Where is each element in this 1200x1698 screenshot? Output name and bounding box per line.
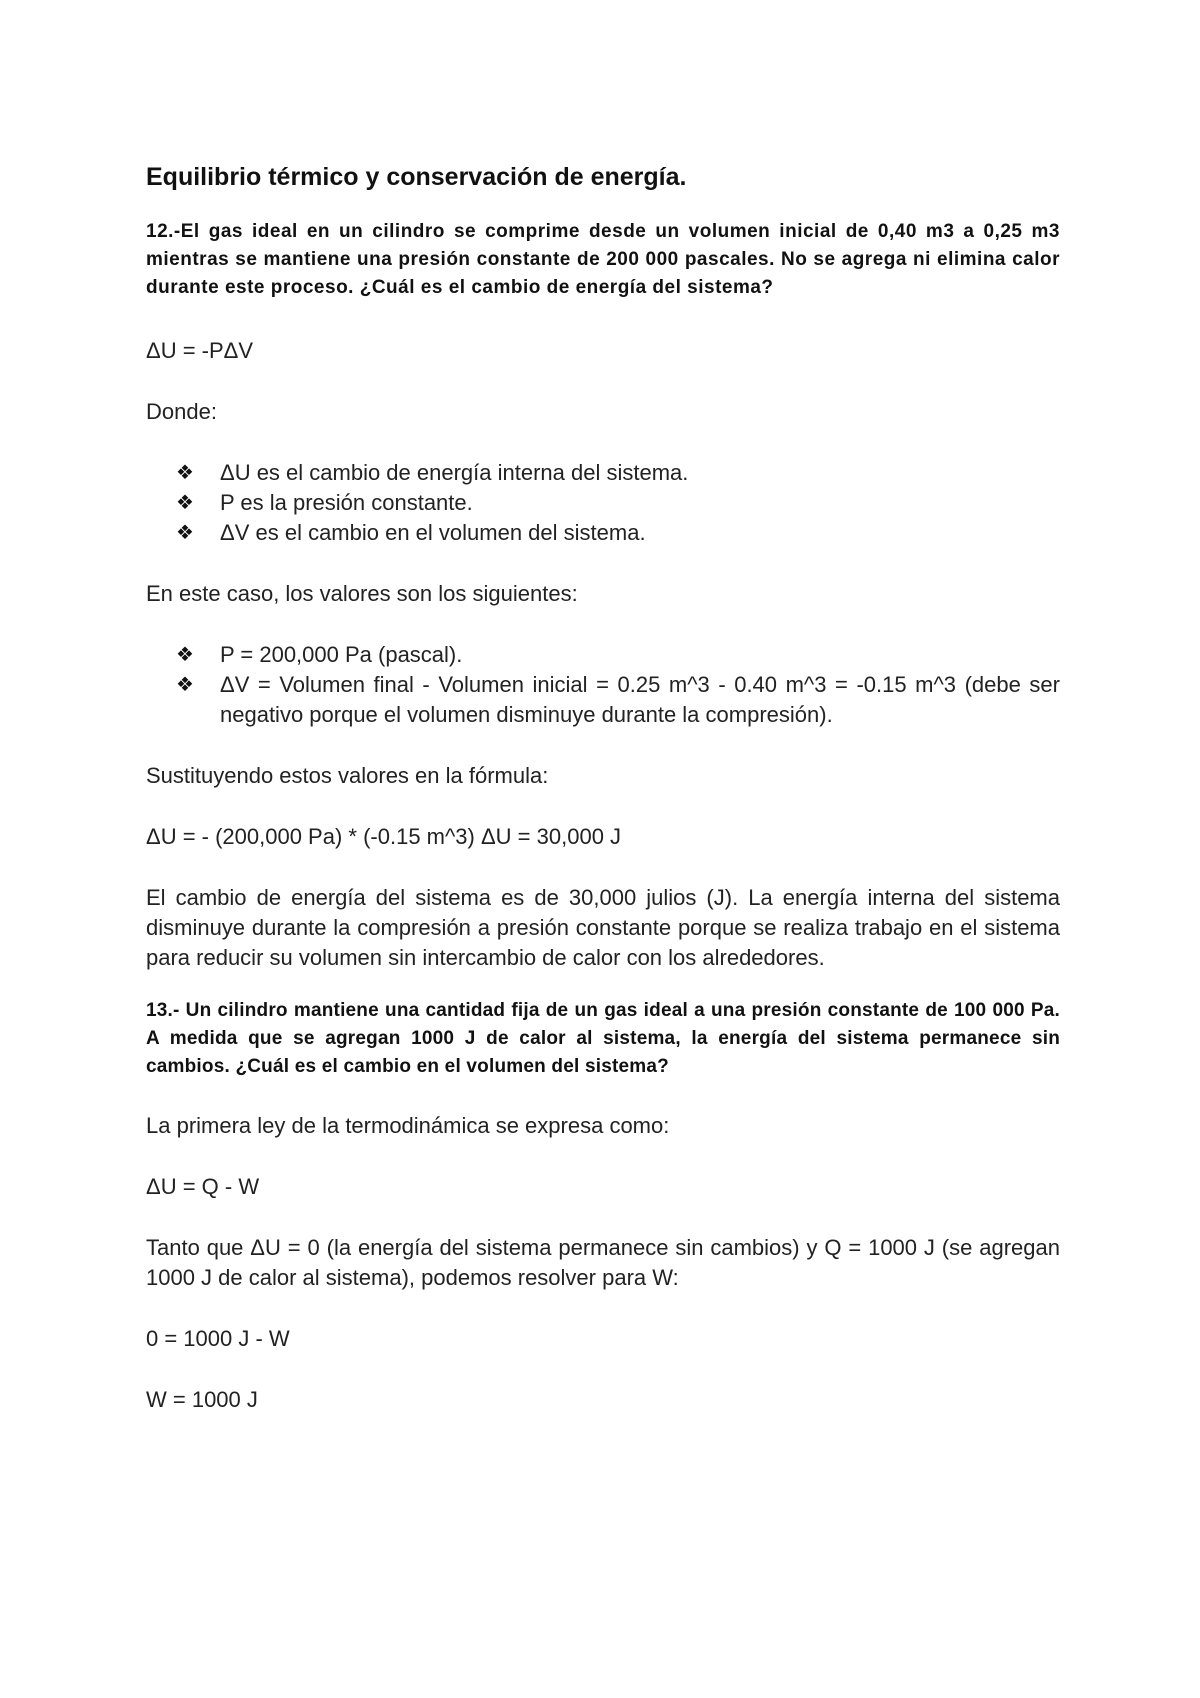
- definitions-list: [146, 458, 1060, 548]
- question-12: 12.-El gas ideal en un cilindro se comprime desde un volumen inicial de 0,40 m3 a 0,25 m3 mientras se mantiene una presión constante de 200 000 pascales. No se agrega ni elimina calor durante este proceso. ¿Cuál es el cambio de energía del sistema?: [146, 221, 1060, 298]
- given-values: Tanto que ΔU = 0 (la energía del sistema permanece sin cambios) y Q = 1000 J (se agregan 1000 J de calor al sistema), podemos resolver para W:: [146, 1235, 1060, 1290]
- formula-delta-u: ΔU = -PΔV: [146, 338, 254, 363]
- values-list: [146, 640, 1060, 730]
- document-content: [146, 160, 1060, 1446]
- page-title: Equilibrio térmico y conservación de energía.: [146, 163, 687, 191]
- conclusion-12: El cambio de energía del sistema es de 30,000 julios (J). La energía interna del sistema disminuye durante la compresión a presión constante porque se realiza trabajo en el sistema para reducir su volumen sin intercambio de calor con los alrededores.: [146, 885, 1060, 970]
- diamond-bullet-icon: ❖: [176, 674, 194, 696]
- value-text: ΔV = Volumen final - Volumen inicial = 0.25 m^3 - 0.40 m^3 = -0.15 m^3 (debe ser negativo porque el volumen disminuye durante la compresión).: [220, 672, 1060, 727]
- first-law-formula: ΔU = Q - W: [146, 1174, 260, 1199]
- list-item: [146, 458, 1060, 488]
- law-intro: La primera ley de la termodinámica se expresa como:: [146, 1113, 670, 1138]
- definition-text: ΔU es el cambio de energía interna del sistema.: [220, 460, 689, 485]
- step-2: W = 1000 J: [146, 1387, 258, 1412]
- diamond-bullet-icon: ❖: [176, 644, 194, 666]
- value-text: P = 200,000 Pa (pascal).: [220, 642, 463, 667]
- list-item: [146, 518, 1060, 548]
- list-item: [146, 640, 1060, 670]
- question-13: 13.- Un cilindro mantiene una cantidad fija de un gas ideal a una presión constante de 100 000 Pa. A medida que se agregan 1000 J de calor al sistema, la energía del sistema permanece sin cambios. ¿Cuál es el cambio en el volumen del sistema?: [146, 1000, 1060, 1077]
- diamond-bullet-icon: ❖: [176, 492, 194, 514]
- substitution-formula: ΔU = - (200,000 Pa) * (-0.15 m^3) ΔU = 30,000 J: [146, 824, 622, 849]
- substitution-intro: Sustituyendo estos valores en la fórmula:: [146, 763, 549, 788]
- step-1: 0 = 1000 J - W: [146, 1326, 290, 1351]
- diamond-bullet-icon: ❖: [176, 462, 194, 484]
- definition-text: ΔV es el cambio en el volumen del sistema.: [220, 520, 646, 545]
- values-intro: En este caso, los valores son los siguientes:: [146, 581, 578, 606]
- list-item: [146, 488, 1060, 518]
- list-item: [146, 670, 1060, 730]
- definition-text: P es la presión constante.: [220, 490, 473, 515]
- donde-label: Donde:: [146, 399, 217, 424]
- diamond-bullet-icon: ❖: [176, 522, 194, 544]
